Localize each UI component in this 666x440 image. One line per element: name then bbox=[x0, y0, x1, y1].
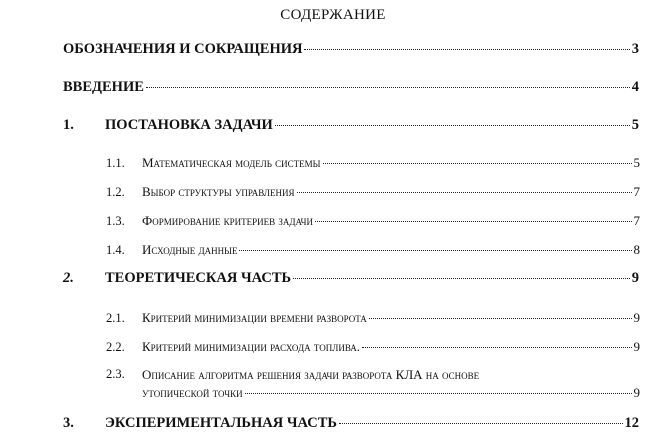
toc-entry-line-2 bbox=[106, 385, 640, 401]
dot-leader bbox=[369, 318, 632, 319]
toc-entry-page: 9 bbox=[631, 270, 639, 286]
toc-entry-page: 5 bbox=[633, 155, 640, 170]
toc-entry-label: ТЕОРЕТИЧЕСКАЯ ЧАСТЬ bbox=[105, 270, 292, 286]
toc-entry-number: 1.2. bbox=[106, 185, 125, 199]
dot-leader bbox=[297, 192, 632, 193]
toc-entry-page: 9 bbox=[633, 385, 640, 400]
toc-entry-label: ВВЕДЕНИЕ bbox=[63, 79, 144, 95]
toc-entry-1-2[interactable] bbox=[106, 184, 640, 200]
toc-entry-label: Критерий минимизации расхода топлива. bbox=[142, 339, 361, 354]
toc-entry-chapter-3[interactable] bbox=[63, 415, 639, 432]
toc-entry-chapter-1[interactable] bbox=[63, 117, 639, 134]
toc-entry-1-3[interactable] bbox=[106, 213, 640, 229]
toc-entry-line-1 bbox=[106, 367, 640, 383]
toc-entry-notations[interactable] bbox=[63, 41, 639, 58]
toc-entry-label: Описание алгоритма решения задачи разворота КЛА на основе bbox=[142, 367, 480, 382]
toc-entry-number: 1.3. bbox=[106, 214, 125, 228]
toc-entry-2-2[interactable] bbox=[106, 339, 640, 355]
toc-entry-label-continued: утопической точки bbox=[142, 385, 243, 400]
toc-entry-number: 2.2. bbox=[106, 340, 125, 354]
toc-entry-page: 12 bbox=[624, 415, 639, 431]
toc-entry-label: Исходные данные bbox=[142, 242, 238, 257]
toc-entry-page: 4 bbox=[631, 79, 639, 95]
toc-entry-page: 8 bbox=[633, 242, 640, 257]
toc-entry-page: 5 bbox=[631, 117, 639, 133]
toc-entry-page: 9 bbox=[633, 339, 640, 354]
dot-leader bbox=[362, 347, 631, 348]
dot-leader bbox=[315, 221, 632, 222]
toc-entry-number: 3. bbox=[63, 415, 74, 431]
toc-entry-label: Критерий минимизации времени разворота bbox=[142, 310, 367, 325]
toc-entry-label: ПОСТАНОВКА ЗАДАЧИ bbox=[105, 117, 273, 133]
toc-title: СОДЕРЖАНИЕ bbox=[280, 7, 386, 23]
toc-entry-number: 1. bbox=[63, 117, 74, 133]
toc-entry-label: Математическая модель системы bbox=[142, 155, 321, 170]
dot-leader bbox=[275, 125, 630, 126]
dot-leader bbox=[245, 393, 632, 394]
toc-entry-2-1[interactable] bbox=[106, 310, 640, 326]
toc-entry-page: 3 bbox=[631, 41, 639, 57]
dot-leader bbox=[293, 278, 630, 279]
dot-leader bbox=[146, 87, 630, 88]
dot-leader bbox=[239, 250, 631, 251]
dot-leader bbox=[304, 49, 629, 50]
toc-entry-number: 1.1. bbox=[106, 156, 125, 170]
toc-entry-number: 2. bbox=[63, 270, 74, 286]
toc-entry-introduction[interactable] bbox=[63, 79, 639, 96]
toc-entry-number: 1.4. bbox=[106, 243, 125, 257]
toc-entry-2-3[interactable] bbox=[106, 367, 640, 401]
toc-entry-page: 7 bbox=[633, 213, 640, 228]
toc-entry-page: 7 bbox=[633, 184, 640, 199]
toc-entry-label: Формирование критериев задачи bbox=[142, 213, 313, 228]
toc-entry-number: 2.1. bbox=[106, 311, 125, 325]
toc-entry-1-1[interactable] bbox=[106, 155, 640, 171]
toc-entry-label: ОБОЗНАЧЕНИЯ И СОКРАЩЕНИЯ bbox=[63, 41, 303, 57]
toc-entry-label: ЭКСПЕРИМЕНТАЛЬНАЯ ЧАСТЬ bbox=[105, 415, 337, 431]
toc-entry-number: 2.3. bbox=[106, 367, 125, 381]
toc-entry-chapter-2[interactable] bbox=[63, 270, 639, 287]
toc-entry-label: Выбор структуры управления bbox=[142, 184, 295, 199]
dot-leader bbox=[323, 163, 632, 164]
toc-entry-page: 9 bbox=[633, 310, 640, 325]
toc-entry-1-4[interactable] bbox=[106, 242, 640, 258]
dot-leader bbox=[339, 423, 623, 424]
